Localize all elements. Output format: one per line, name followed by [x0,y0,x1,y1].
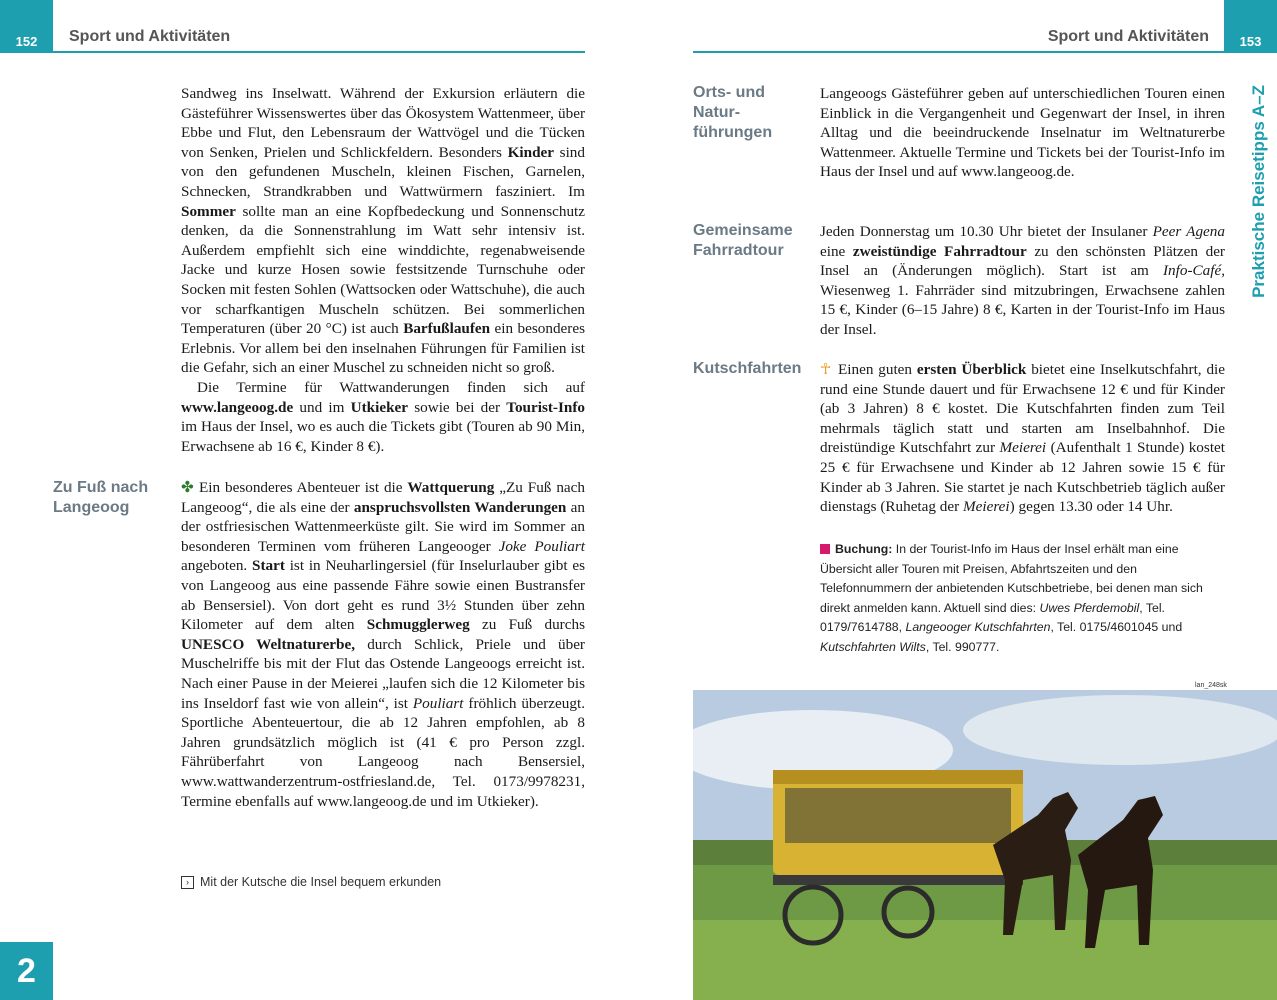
horse-carriage-illustration [693,690,1277,1000]
fahrradtour-text [820,222,1225,340]
page-number-tab-left: 152 [0,0,53,53]
kutschfahrten-text [820,360,1225,517]
fuehrungen-paragraph: Langeoogs Gästeführer geben auf unterschiedlichen Touren einen Einblick in die Vergangenheit und Gegenwart der Insel, in ihren Alltag und die beeindruckende Inselnatur im Weltnaturerbe Wattenmeer. Aktuelle Termine und Tickets bei der Tourist-Info im Haus der Insel und auf www.langeoog.de. [820,85,1225,181]
intro-text [181,84,585,456]
page-number-tab-right: 153 [1224,0,1277,53]
fahrradtour-paragraph: Jeden Donnerstag um 10.30 Uhr bietet der Insulaner Peer Agena eine zweistündige Fahrradtour zu den schönsten Plätzen der Insel an (Änderungen möglich). Start ist am Info-Café, Wiesenweg 1. Fahrräder sind mitzubringen, Erwachsene zahlen 15 €, Kinder (6–15 Jahre) 8 €, Karten in der Tourist-Info im Haus der Insel. [820,223,1225,338]
fuehrungen-text [820,84,1225,182]
running-head-right: Sport und Aktivitäten [1047,28,1209,45]
stick-figure-icon: ☥ [820,360,832,378]
image-caption [181,875,441,889]
header-rule-left [53,51,585,53]
running-head-left: Sport und Aktivitäten [69,28,231,45]
cloverleaf-icon: ✤ [181,478,194,496]
intro-paragraph: Sandweg ins Inselwatt. Während der Exkursion erläutern die Gästeführer Wissenswertes über das Ökosystem Wattenmeer, über Ebbe und Flut, den Lebensraum der Wattvögel und die Tücken von Senken, Prielen und Schlickfeldern. Besonders Kinder sind von den gefundenen Muscheln, kleinen Fischen, Garnelen, Schnecken, Strandkrabben und Wattwürmern fasziniert. Im Sommer sollte man an eine Kopfbedeckung und Sonnenschutz denken, da die Sonnenstrahlung im Watt sehr intensiv ist. Außerdem empfiehlt sich eine winddichte, regenabweisende Jacke und kurze Hosen sowie festsitzende Turnschuhe oder Socken mit festen Sohlen (Wattsocken oder Wattschuhe), die auch vor scharfkantigen Muscheln schützen. Bei sommerlichen Temperaturen (über 20 °C) ist auch Barfußlaufen ein besonderes Erlebnis. Vor allem bei den inselnahen Führungen für Familien ist die Gefahr, sich an einer Muschel zu schneiden nicht so groß. [181,85,585,377]
zu-fuss-text: Ein besonderes Abenteuer ist die Wattquerung „Zu Fuß nach Langeoog“, die als eine der anspruchsvollsten Wanderungen an der ostfriesischen Wattenmeerküste gilt. Sie wird im Sommer an besonderen Terminen vom früheren Langeooger Joke Pouliart angeboten. Start ist in Neuharlingersiel (für Inselurlauber gibt es von Langeoog aus eine passende Fähre sowie einen Bustransfer ab Bensersiel). Von dort geht es rund 3½ Stunden über zehn Kilometer auf dem alten Schmugglerweg zu Fuß durchs UNESCO Weltnaturerbe, durch Schlick, Priele und über Muschelriffe bis mit der Flut das Ostende Langeoogs erreicht ist. Nach einer Pause in der Meierei „laufen sich die 12 Kilometer bis ins Inseldorf fast wie von allein“, ist Pouliart fröhlich überzeugt. Sportliche Abenteuertour, die ab 12 Jahren empfohlen, ab 8 Jahren grundsätzlich möglich ist (41 € pro Person zzgl. Fährüberfahrt von Langeoog nach Bensersiel, www.wattwanderzentrum-ostfriesland.de, Tel. 0173/9978231, Termine ebenfalls auf www.langeoog.de und im Utkieker). [181,479,585,810]
section-label-fuehrungen: Orts- und Natur-führungen [693,84,773,141]
arrow-box-icon: › [181,876,194,889]
photo-credit: lan_248sk [1195,682,1227,689]
booking-box [820,540,1225,657]
section-label-kutschfahrten: Kutschfahrten [693,360,802,377]
section-label-zu-fuss: Zu Fuß nach Langeoog [53,479,149,516]
kutschfahrten-paragraph: Einen guten ersten Überblick bietet eine Inselkutschfahrt, die rund eine Stunde dauert und für Erwachsene 12 € und für Kinder (ab 3 Jahren) 8 € kostet. Die Kutschfahrten finden zum Teil mehrmals täglich statt und starten am Inselbahnhof. Die dreistündige Kutschfahrt zur Meierei (Aufenthalt 1 Stunde) kostet 25 € für Erwachsene und Kinder ab 12 Jahren sowie 15 € für Kinder ab 3 Jahren. Sie startet je nach Kutschbetrieb täglich außer dienstags (Ruhetag der Meierei) gegen 13.30 oder 14 Uhr. [820,361,1226,516]
header-rule-right [693,51,1225,53]
vertical-section-tab: Praktische Reisetipps A–Z [1249,85,1268,298]
termine-paragraph: Die Termine für Wattwanderungen finden sich auf www.langeoog.de und im Utkieker sowie bei der Tourist-Info im Haus der Insel, wo es auch die Tickets gibt (Touren ab 90 Min, Erwachsene ab 16 €, Kinder 8 €). [181,378,585,455]
horse-carriage-photo [693,690,1277,1000]
caption-text: Mit der Kutsche die Insel bequem erkunden [200,875,442,889]
booking-bullet-icon [820,544,830,554]
zu-fuss-section [181,478,585,811]
section-label-fahrradtour: Gemeinsame Fahrradtour [693,222,793,259]
booking-text: Buchung: In der Tourist-Info im Haus der Insel erhält man eine Übersicht aller Touren mit Preisen, Abfahrtszeiten und den Telefonnummern der anbietenden Kutschbetriebe, bei denen man sich direkt anmelden kann. Aktuell sind dies: Uwes Pferdemobil, Tel. 0179/7614788, Langeooger Kutschfahrten, Tel. 0175/4601045 und Kutschfahrten Wilts, Tel. 990777. [820,542,1203,654]
chapter-number-tab: 2 [0,942,53,1000]
